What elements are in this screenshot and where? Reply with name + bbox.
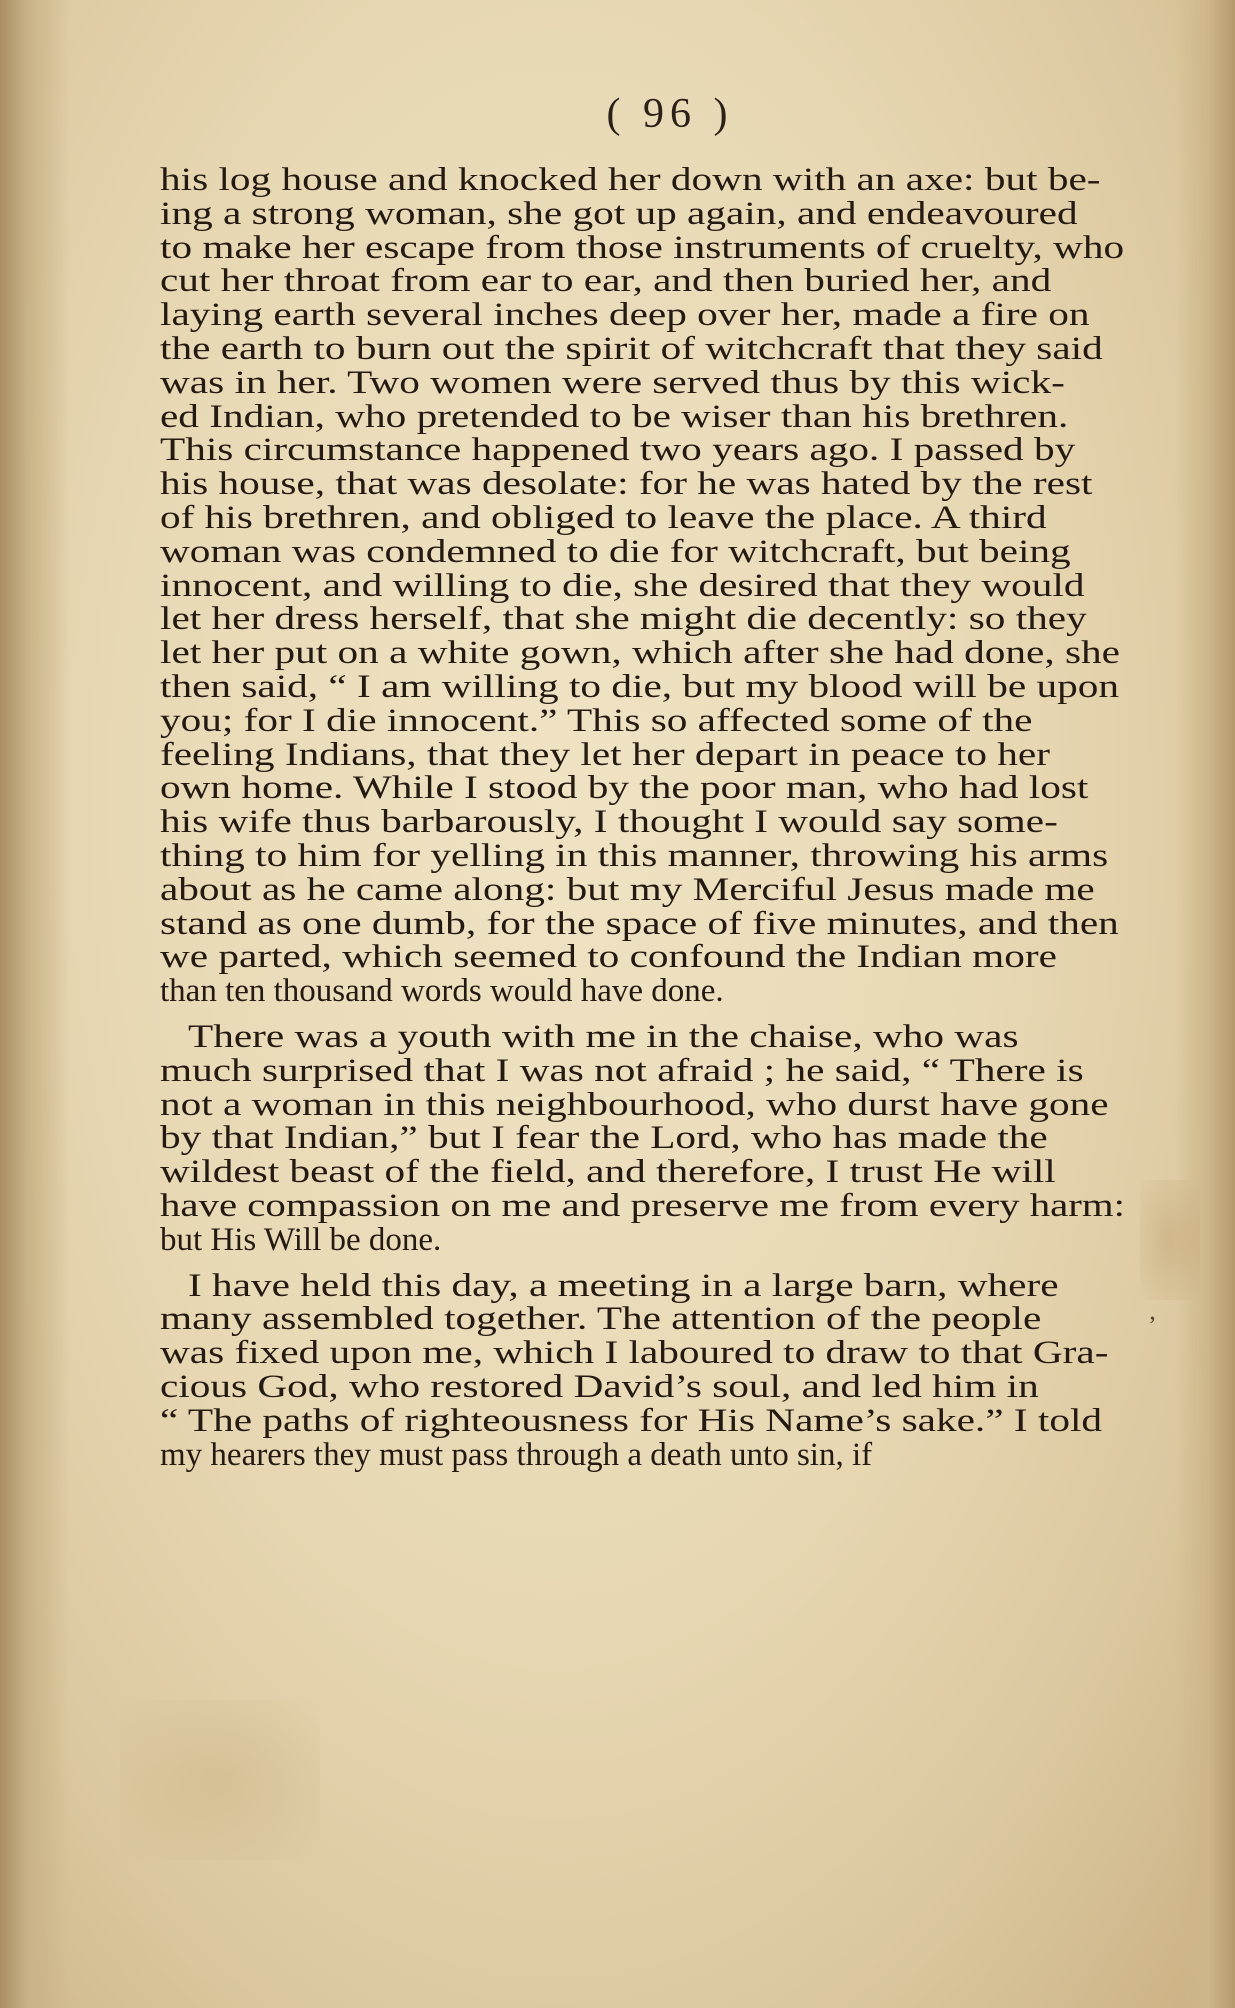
text-line: was fixed upon me, which I laboured to draw to that Gra- — [160, 1335, 1109, 1372]
text-line: I have held this day, a meeting in a large barn, where — [188, 1267, 1059, 1304]
text-line: my hearers they must pass through a death unto sin, if — [160, 1436, 873, 1473]
text-line: but His Will be done. — [160, 1221, 442, 1258]
text-line: his wife thus barbarously, I thought I would say some- — [160, 804, 1058, 841]
margin-mark: ʼ — [1148, 1311, 1157, 1340]
spine-shadow — [0, 0, 70, 2008]
text-line: feeling Indians, that they let her depart in peace to her — [160, 736, 1050, 773]
text-line: to make her escape from those instruments of cruelty, who — [160, 229, 1125, 266]
text-line: you; for I die innocent.” This so affected some of the — [160, 702, 1033, 739]
text-line: cious God, who restored David’s soul, and led him in — [160, 1369, 1039, 1405]
text-line: thing to him for yelling in this manner, throwing his arms — [160, 838, 1109, 874]
text-line: by that Indian,” but I fear the Lord, who has made the — [160, 1120, 1048, 1157]
page-edge-shadow — [1175, 0, 1235, 2008]
text-line: many assembled together. The attention of the people — [160, 1301, 1042, 1338]
text-line: stand as one dumb, for the space of five minutes, and then — [160, 905, 1119, 942]
text-line: innocent, and willing to die, she desired that they would — [160, 567, 1085, 604]
text-line: about as he came along: but my Merciful Jesus made me — [160, 871, 1095, 908]
text-line: “ The paths of righteousness for His Name’s sake.” I told — [160, 1402, 1103, 1439]
text-line: ing a strong woman, she got up again, and endeavoured — [160, 195, 1078, 232]
text-line: have compassion on me and preserve me from every harm: — [160, 1188, 1126, 1224]
text-line: not a woman in this neighbourhood, who durst have gone — [160, 1086, 1109, 1123]
text-line: let her dress herself, that she might die decently: so they — [160, 601, 1087, 638]
text-line: wildest beast of the field, and therefore, I trust He will — [160, 1154, 1056, 1191]
paper-stain — [1140, 1180, 1200, 1300]
text-line: of his brethren, and obliged to leave the place. A third — [160, 500, 1047, 536]
text-line: was in her. Two women were served thus by this wick- — [160, 364, 1065, 401]
text-line: There was a youth with me in the chaise, who was — [188, 1019, 1019, 1055]
text-line: much surprised that I was not afraid ; he said, “ There is — [160, 1052, 1084, 1089]
page-number: ( 96 ) — [606, 91, 734, 137]
text-line: let her put on a white gown, which after she had done, she — [160, 635, 1120, 672]
text-line: then said, “ I am willing to die, but my blood will be upon — [160, 669, 1119, 705]
text-line: cut her throat from ear to ear, and then buried her, and — [160, 263, 1052, 300]
text-line: own home. While I stood by the poor man, who had lost — [160, 770, 1089, 807]
text-line: ed Indian, who pretended to be wiser than his brethren. — [160, 398, 1069, 435]
text-line: laying earth several inches deep over her, made a fire on — [160, 297, 1090, 334]
text-line: woman was condemned to die for witchcraft, but being — [160, 533, 1071, 570]
paper-stain — [120, 1700, 320, 1860]
text-line: we parted, which seemed to confound the Indian more — [160, 939, 1057, 976]
text-line: than ten thousand words would have done. — [160, 973, 724, 1010]
text-line: This circumstance happened two years ago. I passed by — [160, 432, 1076, 469]
text-line: his log house and knocked her down with an axe: but be- — [160, 162, 1101, 198]
text-line: his house, that was desolate: for he was hated by the rest — [160, 466, 1093, 503]
text-line: the earth to burn out the spirit of witchcraft that they said — [160, 331, 1103, 367]
